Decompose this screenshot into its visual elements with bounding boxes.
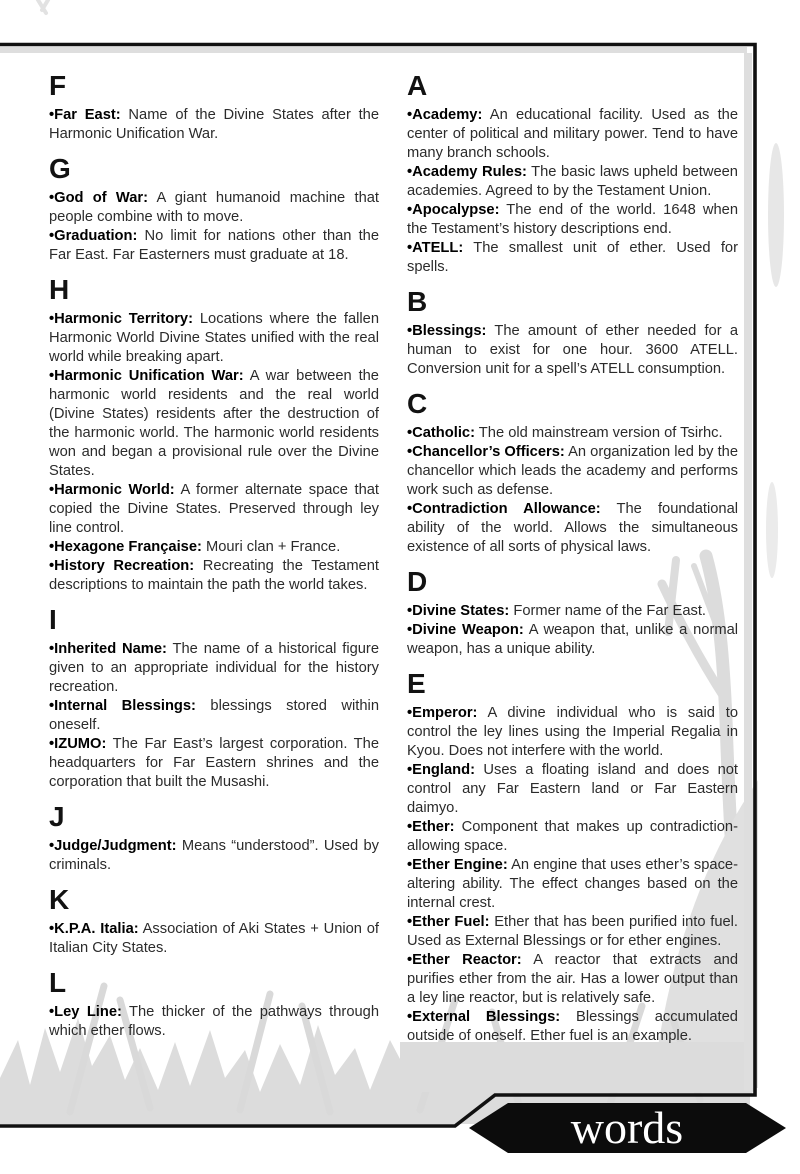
entry-term: •Judge/Judgment: — [49, 838, 177, 854]
glossary-entry: •Harmonic Territory: Locations where the fallen Harmonic World Divine States unified with the real world while breaking apart. — [49, 311, 379, 365]
glossary-entry: •Harmonic World: A former alternate space that copied the Divine States. Preserved through ley line control. — [49, 482, 379, 536]
entry-term: •Ether Reactor: — [407, 952, 522, 968]
entry-term: •Emperor: — [407, 705, 478, 721]
glossary-entry: •Divine States: Former name of the Far East. — [407, 603, 706, 619]
section-letter-i: I — [49, 604, 57, 635]
section-letter-j: J — [49, 801, 65, 832]
entry-term: •Blessings: — [407, 323, 487, 339]
glossary-entry: •Academy Rules: The basic laws upheld between academies. Agreed to by the Testament Union. — [407, 164, 738, 199]
section-letter-d: D — [407, 566, 428, 597]
section-letter-h: H — [49, 274, 70, 305]
glossary-entry: •God of War: A giant humanoid machine that people combine with to move. — [49, 190, 379, 225]
glossary-entry: •Ley Line: The thicker of the pathways through which ether flows. — [49, 1004, 379, 1039]
glossary-entry: •Apocalypse: The end of the world. 1648 when the Testament’s history descriptions end. — [407, 202, 738, 237]
glossary-entry: •Graduation: No limit for nations other than the Far East. Far Easterners must graduate at 18. — [49, 228, 379, 263]
glossary-entry: •Far East: Name of the Divine States after the Harmonic Unification War. — [49, 107, 380, 142]
entry-term: •K.P.A. Italia: — [49, 921, 139, 937]
section-letter-l: L — [49, 967, 67, 998]
entry-term: •Far East: — [49, 107, 121, 123]
glossary-entry: •K.P.A. Italia: Association of Aki States + Union of Italian City States. — [49, 921, 379, 956]
glossary-entry: •Catholic: The old mainstream version of Tsirhc. — [407, 425, 723, 441]
entry-term: •Catholic: — [407, 425, 475, 441]
section-letter-e: E — [407, 668, 426, 699]
glossary-entry: •External Blessings: Blessings accumulated outside of oneself. Ether fuel is an example. — [407, 1009, 738, 1044]
glossary-entry: •Ether: Component that makes up contradiction-allowing space. — [407, 819, 738, 854]
glossary-entry: •Emperor: A divine individual who is said to control the ley lines using the Imperial Regalia in Kyou. Does not interfere with the world. — [407, 705, 738, 759]
entry-term: •Ether Engine: — [407, 857, 508, 873]
section-letter-g: G — [49, 153, 71, 184]
glossary-entry: •Contradiction Allowance: The foundational ability of the world. Allows the simultaneous existence of all sorts of physical laws. — [407, 501, 738, 555]
section-letter-a: A — [407, 70, 428, 101]
entry-term: •Graduation: — [49, 228, 138, 244]
glossary-entry: •England: Uses a floating island and does not control any Far Eastern land or Far Eastern daimyo. — [407, 762, 738, 816]
glossary-entry: •Inherited Name: The name of a historical figure given to an appropriate individual for the history recreation. — [49, 641, 379, 695]
glossary-entry: •Ether Engine: An engine that uses ether’s space-altering ability. The effect changes based on the internal crest. — [407, 857, 738, 911]
glossary-entry: •IZUMO: The Far East’s largest corporation. The headquarters for Far Eastern shrines and the corporation that built the Musashi. — [49, 736, 379, 790]
entry-term: •Hexagone Française: — [49, 539, 202, 555]
entry-term: •Internal Blessings: — [49, 698, 196, 714]
glossary-entry: •ATELL: The smallest unit of ether. Used for spells. — [407, 240, 738, 275]
entry-term: •Divine States: — [407, 603, 510, 619]
section-letter-f: F — [49, 70, 67, 101]
entry-term: •External Blessings: — [407, 1009, 561, 1025]
entry-term: •Chancellor’s Officers: — [407, 444, 565, 460]
entry-term: •England: — [407, 762, 475, 778]
glossary-entry: •Academy: An educational facility. Used as the center of political and military power. Tend to have many branch schools. — [407, 107, 738, 161]
section-letter-k: K — [49, 884, 70, 915]
entry-term: •Academy Rules: — [407, 164, 527, 180]
entry-term: •History Recreation: — [49, 558, 195, 574]
glossary-entry: •Hexagone Française: Mouri clan + France. — [49, 539, 341, 555]
glossary-entry: •Chancellor’s Officers: An organization led by the chancellor which leads the academy and performs work such as defense. — [407, 444, 738, 498]
banner-label: words — [570, 1102, 684, 1153]
glossary-entry: •Internal Blessings: blessings stored within oneself. — [49, 698, 379, 733]
section-letter-b: B — [407, 286, 428, 317]
entry-term: •Harmonic Unification War: — [49, 368, 244, 384]
entry-term: •Harmonic World: — [49, 482, 175, 498]
glossary-entry: •Ether Reactor: A reactor that extracts and purifies ether from the air. Has a lower output than a ley line reactor, but is relatively safe. — [407, 952, 738, 1006]
entry-term: •Academy: — [407, 107, 483, 123]
glossary-entry: •Judge/Judgment: Means “understood”. Used by criminals. — [49, 838, 379, 873]
entry-term: •Divine Weapon: — [407, 622, 524, 638]
entry-term: •Apocalypse: — [407, 202, 500, 218]
entry-term: •God of War: — [49, 190, 149, 206]
glossary-entry: •History Recreation: Recreating the Testament descriptions to maintain the path the world takes. — [49, 558, 379, 593]
entry-term: •Inherited Name: — [49, 641, 167, 657]
glossary-entry: •Blessings: The amount of ether needed for a human to exist for one hour. 3600 ATELL. Conversion unit for a spell’s ATELL consumption. — [407, 323, 738, 377]
entry-term: •Ether: — [407, 819, 455, 835]
glossary-entry: •Ether Fuel: Ether that has been purified into fuel. Used as External Blessings or for ether engines. — [407, 914, 738, 949]
entry-term: •IZUMO: — [49, 736, 107, 752]
glossary-entry: •Divine Weapon: A weapon that, unlike a normal weapon, has a unique ability. — [407, 622, 738, 657]
glossary-entry: •Harmonic Unification War: A war between the harmonic world residents and the real world (Divine States) residents after the destruction of the harmonic world. The harmonic world residents won and began a provisional rule over the Divine States. — [49, 368, 379, 479]
entry-term: •Harmonic Territory: — [49, 311, 193, 327]
entry-term: •Contradiction Allowance: — [407, 501, 601, 517]
entry-term: •Ether Fuel: — [407, 914, 490, 930]
section-letter-c: C — [407, 388, 428, 419]
entry-term: •ATELL: — [407, 240, 464, 256]
entry-term: •Ley Line: — [49, 1004, 122, 1020]
